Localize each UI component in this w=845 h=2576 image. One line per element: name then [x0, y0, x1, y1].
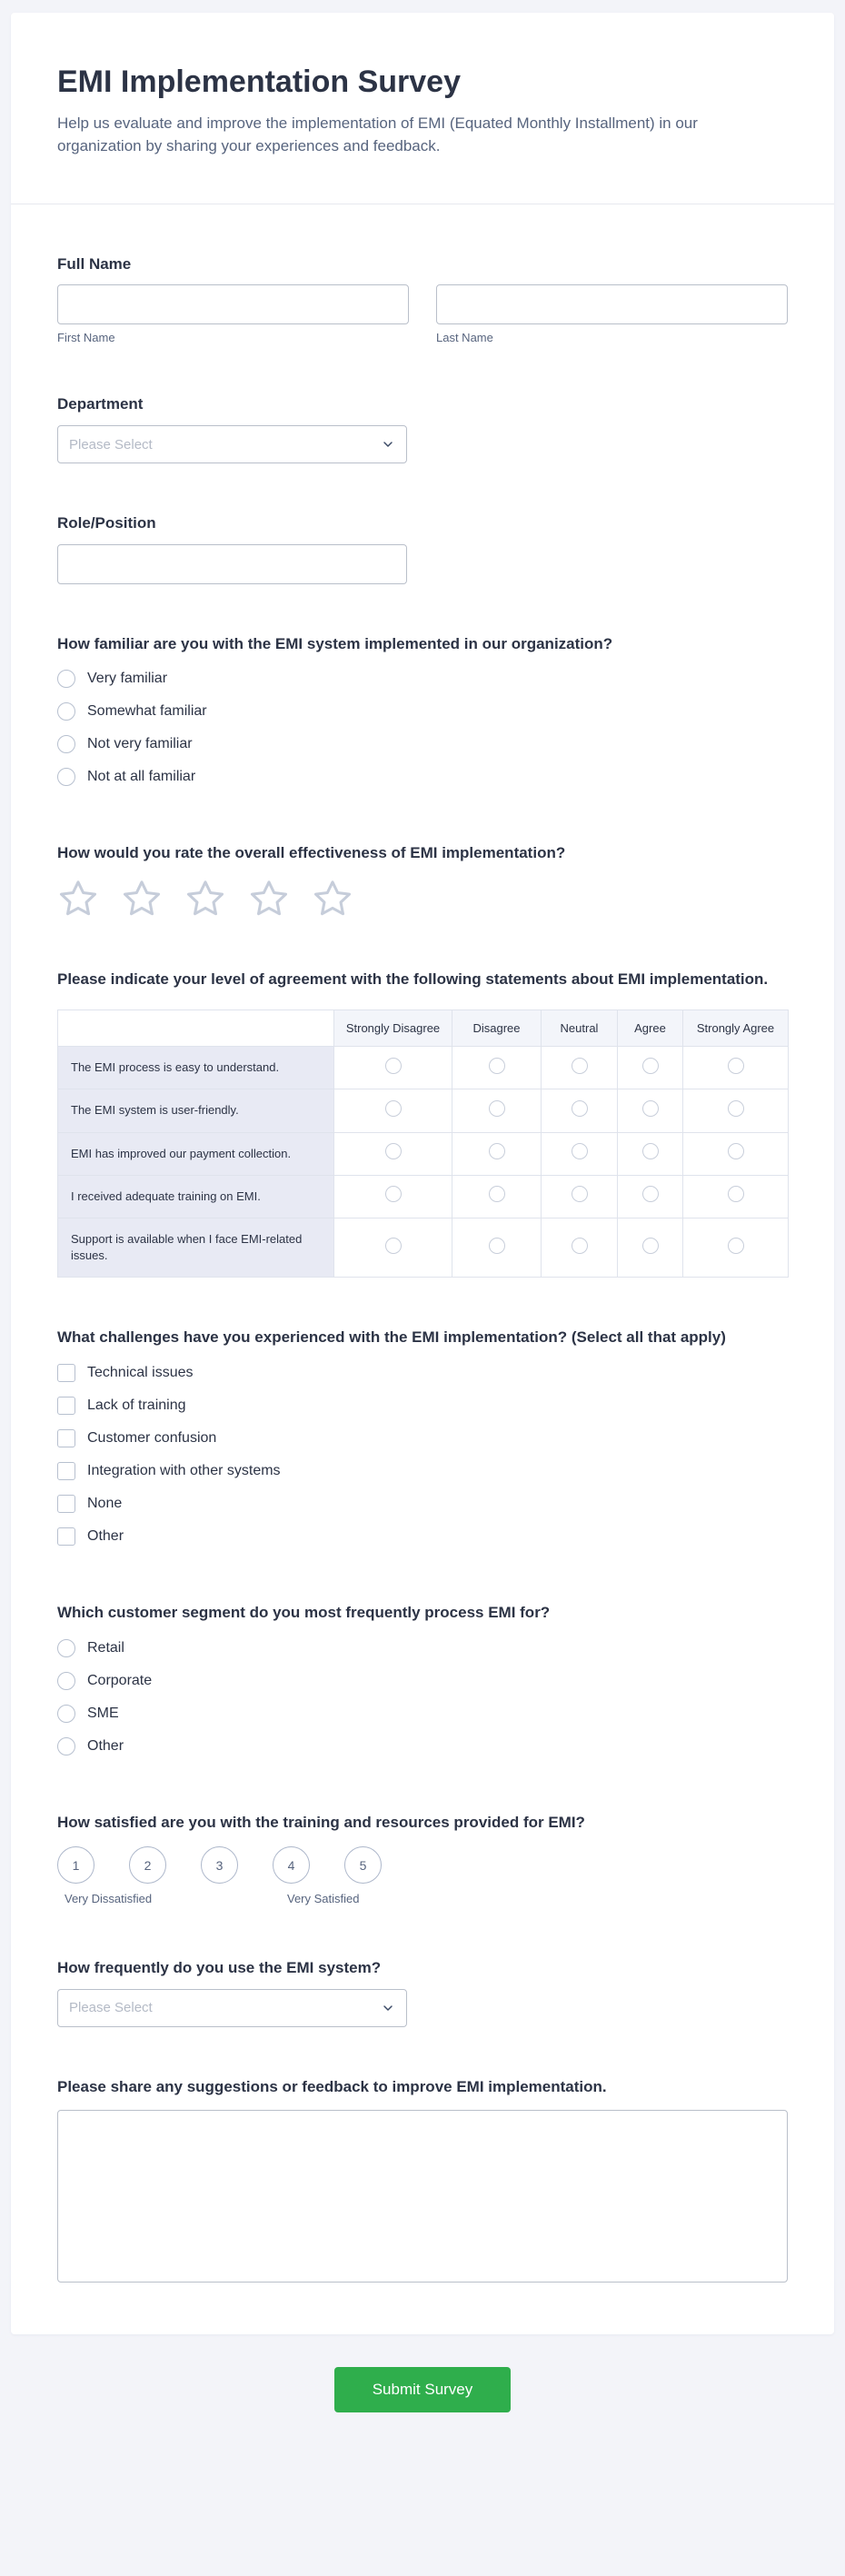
radio-option — [57, 761, 788, 793]
radio-option — [57, 1697, 788, 1730]
matrix-radio[interactable] — [572, 1143, 588, 1159]
matrix-cell — [542, 1175, 618, 1218]
radio-button[interactable] — [57, 1672, 75, 1690]
scale-option-3[interactable]: 3 — [201, 1846, 238, 1884]
full-name-label: Full Name — [57, 254, 132, 273]
matrix-radio[interactable] — [385, 1058, 402, 1074]
matrix-radio[interactable] — [489, 1186, 505, 1202]
matrix-radio[interactable] — [728, 1186, 744, 1202]
department-label: Department — [57, 395, 144, 413]
matrix-cell — [334, 1218, 452, 1277]
checkbox-option — [57, 1422, 788, 1455]
question-full-name — [57, 254, 788, 345]
checkbox-option-label[interactable]: Technical issues — [87, 1364, 194, 1380]
question-familiarity — [57, 633, 788, 794]
submit-area — [0, 2367, 845, 2412]
matrix-cell — [618, 1132, 683, 1175]
checkbox[interactable] — [57, 1527, 75, 1546]
matrix-row-label: The EMI process is easy to understand. — [58, 1047, 334, 1089]
matrix-cell — [683, 1089, 789, 1132]
question-feedback — [57, 2076, 788, 2287]
checkbox-option-label[interactable]: Lack of training — [87, 1397, 186, 1413]
checkbox-option-label[interactable]: Integration with other systems — [87, 1462, 281, 1478]
checkbox-option — [57, 1520, 788, 1553]
matrix-row — [58, 1132, 789, 1175]
frequency-select-placeholder: Please Select — [69, 2000, 153, 2016]
radio-button[interactable] — [57, 670, 75, 688]
matrix-corner-cell — [58, 1010, 334, 1047]
feedback-textarea[interactable] — [57, 2110, 788, 2283]
checkbox-option — [57, 1487, 788, 1520]
radio-option-label[interactable]: Not at all familiar — [87, 769, 196, 785]
radio-option — [57, 695, 788, 728]
radio-button[interactable] — [57, 1737, 75, 1755]
matrix-radio[interactable] — [572, 1100, 588, 1117]
matrix-cell — [334, 1047, 452, 1089]
matrix-radio[interactable] — [385, 1186, 402, 1202]
matrix-cell — [683, 1218, 789, 1277]
radio-button[interactable] — [57, 702, 75, 721]
chevron-down-icon — [381, 437, 395, 452]
matrix-radio[interactable] — [489, 1143, 505, 1159]
agreement-question-label: Please indicate your level of agreement with the following statements about EMI implementation. — [57, 970, 769, 988]
checkbox[interactable] — [57, 1429, 75, 1447]
radio-button[interactable] — [57, 735, 75, 753]
first-name-group — [57, 284, 409, 344]
radio-button[interactable] — [57, 1705, 75, 1723]
submit-button[interactable]: Submit Survey — [334, 2367, 512, 2412]
star-icon[interactable] — [248, 878, 290, 920]
matrix-radio[interactable] — [572, 1058, 588, 1074]
checkbox-option-label[interactable]: Customer confusion — [87, 1429, 217, 1446]
matrix-header-row — [58, 1010, 789, 1047]
satisfaction-scale — [57, 1846, 788, 1908]
matrix-radio[interactable] — [489, 1100, 505, 1117]
matrix-radio[interactable] — [385, 1143, 402, 1159]
last-name-input[interactable] — [436, 284, 788, 324]
matrix-cell — [452, 1218, 542, 1277]
form-subtitle: Help us evaluate and improve the implementation of EMI (Equated Monthly Installment) in our organization by sharing your experiences and feedback. — [57, 114, 698, 155]
radio-option-label[interactable]: Corporate — [87, 1672, 153, 1688]
matrix-column-header: Strongly Disagree — [334, 1010, 452, 1047]
matrix-column-header: Strongly Agree — [683, 1010, 789, 1047]
matrix-cell — [334, 1089, 452, 1132]
matrix-cell — [452, 1089, 542, 1132]
radio-option-label[interactable]: Very familiar — [87, 671, 168, 687]
frequency-select[interactable] — [57, 1989, 407, 2027]
familiarity-options — [57, 662, 788, 793]
satisfaction-question-label: How satisfied are you with the training and resources provided for EMI? — [57, 1813, 585, 1831]
matrix-row — [58, 1175, 789, 1218]
matrix-cell — [618, 1218, 683, 1277]
matrix-cell — [618, 1175, 683, 1218]
scale-option-1[interactable]: 1 — [57, 1846, 94, 1884]
matrix-cell — [334, 1132, 452, 1175]
star-rating — [57, 878, 788, 920]
question-frequency — [57, 1957, 788, 2027]
last-name-sublabel: Last Name — [436, 331, 493, 345]
radio-option — [57, 1730, 788, 1763]
checkbox-option — [57, 1455, 788, 1487]
matrix-radio[interactable] — [728, 1143, 744, 1159]
checkbox[interactable] — [57, 1495, 75, 1513]
matrix-radio[interactable] — [572, 1186, 588, 1202]
radio-button[interactable] — [57, 768, 75, 786]
matrix-radio[interactable] — [642, 1186, 659, 1202]
matrix-radio[interactable] — [385, 1100, 402, 1117]
matrix-cell — [542, 1047, 618, 1089]
scale-option-2[interactable]: 2 — [129, 1846, 166, 1884]
checkbox-option — [57, 1357, 788, 1389]
radio-option — [57, 1665, 788, 1697]
matrix-radio[interactable] — [385, 1238, 402, 1254]
matrix-cell — [683, 1175, 789, 1218]
scale-option-4[interactable]: 4 — [273, 1846, 310, 1884]
matrix-column-header: Agree — [618, 1010, 683, 1047]
last-name-group — [436, 284, 788, 344]
matrix-radio[interactable] — [489, 1058, 505, 1074]
matrix-radio[interactable] — [642, 1100, 659, 1117]
chevron-down-icon — [381, 2001, 395, 2015]
matrix-cell — [542, 1132, 618, 1175]
matrix-cell — [452, 1047, 542, 1089]
matrix-column-header: Disagree — [452, 1010, 542, 1047]
radio-option-label[interactable]: Somewhat familiar — [87, 703, 207, 720]
matrix-radio[interactable] — [642, 1143, 659, 1159]
question-segment — [57, 1602, 788, 1763]
matrix-radio[interactable] — [489, 1238, 505, 1254]
star-icon[interactable] — [57, 878, 99, 920]
matrix-row-label: The EMI system is user-friendly. — [58, 1089, 334, 1132]
matrix-cell — [683, 1132, 789, 1175]
radio-option-label[interactable]: SME — [87, 1705, 119, 1721]
matrix-row-label: EMI has improved our payment collection. — [58, 1132, 334, 1175]
segment-question-label: Which customer segment do you most frequently process EMI for? — [57, 1603, 551, 1621]
question-role — [57, 512, 788, 584]
department-select[interactable] — [57, 425, 407, 463]
question-agreement-matrix — [57, 969, 788, 1278]
checkbox[interactable] — [57, 1364, 75, 1382]
matrix-cell — [683, 1047, 789, 1089]
checkbox-option-label[interactable]: None — [87, 1495, 123, 1511]
challenges-options — [57, 1357, 788, 1553]
matrix-cell — [452, 1175, 542, 1218]
matrix-radio[interactable] — [728, 1100, 744, 1117]
matrix-cell — [452, 1132, 542, 1175]
radio-option — [57, 728, 788, 761]
matrix-row — [58, 1218, 789, 1277]
question-department — [57, 393, 788, 463]
question-satisfaction — [57, 1812, 788, 1909]
matrix-cell — [618, 1089, 683, 1132]
matrix-cell — [334, 1175, 452, 1218]
radio-button[interactable] — [57, 1639, 75, 1657]
challenges-question-label: What challenges have you experienced with the EMI implementation? (Select all that apply) — [57, 1328, 726, 1347]
star-icon[interactable] — [184, 878, 226, 920]
matrix-row-label: Support is available when I face EMI-related issues. — [58, 1218, 334, 1277]
matrix-radio[interactable] — [728, 1058, 744, 1074]
first-name-input[interactable] — [57, 284, 409, 324]
matrix-radio[interactable] — [642, 1238, 659, 1254]
survey-form-card — [11, 13, 834, 2334]
matrix-cell — [542, 1089, 618, 1132]
star-icon[interactable] — [121, 878, 163, 920]
checkbox-option-label[interactable]: Other — [87, 1527, 124, 1544]
matrix-radio[interactable] — [572, 1238, 588, 1254]
form-title: EMI Implementation Survey — [57, 65, 461, 99]
radio-option — [57, 662, 788, 695]
segment-options — [57, 1632, 788, 1763]
matrix-cell — [542, 1218, 618, 1277]
feedback-question-label: Please share any suggestions or feedback to improve EMI implementation. — [57, 2077, 607, 2095]
checkbox-option — [57, 1389, 788, 1422]
matrix-row — [58, 1089, 789, 1132]
matrix-radio[interactable] — [728, 1238, 744, 1254]
checkbox[interactable] — [57, 1462, 75, 1480]
effectiveness-question-label: How would you rate the overall effectiveness of EMI implementation? — [57, 844, 566, 862]
question-effectiveness — [57, 842, 788, 920]
question-challenges — [57, 1327, 788, 1553]
first-name-sublabel: First Name — [57, 331, 115, 345]
checkbox[interactable] — [57, 1397, 75, 1415]
matrix-column-header: Neutral — [542, 1010, 618, 1047]
radio-option — [57, 1632, 788, 1665]
scale-min-label: Very Dissatisfied — [65, 1892, 153, 1906]
role-label: Role/Position — [57, 514, 156, 532]
radio-option-label[interactable]: Retail — [87, 1639, 124, 1656]
matrix-radio[interactable] — [642, 1058, 659, 1074]
star-icon[interactable] — [312, 878, 353, 920]
familiarity-question-label: How familiar are you with the EMI system implemented in our organization? — [57, 634, 613, 652]
frequency-question-label: How frequently do you use the EMI system? — [57, 1959, 382, 1977]
agreement-table — [57, 1010, 789, 1278]
radio-option-label[interactable]: Other — [87, 1737, 124, 1754]
matrix-row — [58, 1047, 789, 1089]
scale-max-label: Very Satisfied — [287, 1892, 360, 1906]
matrix-row-label: I received adequate training on EMI. — [58, 1175, 334, 1218]
role-input[interactable] — [57, 544, 407, 584]
scale-option-5[interactable]: 5 — [344, 1846, 382, 1884]
department-select-placeholder: Please Select — [69, 436, 153, 453]
radio-option-label[interactable]: Not very familiar — [87, 736, 193, 752]
matrix-cell — [618, 1047, 683, 1089]
